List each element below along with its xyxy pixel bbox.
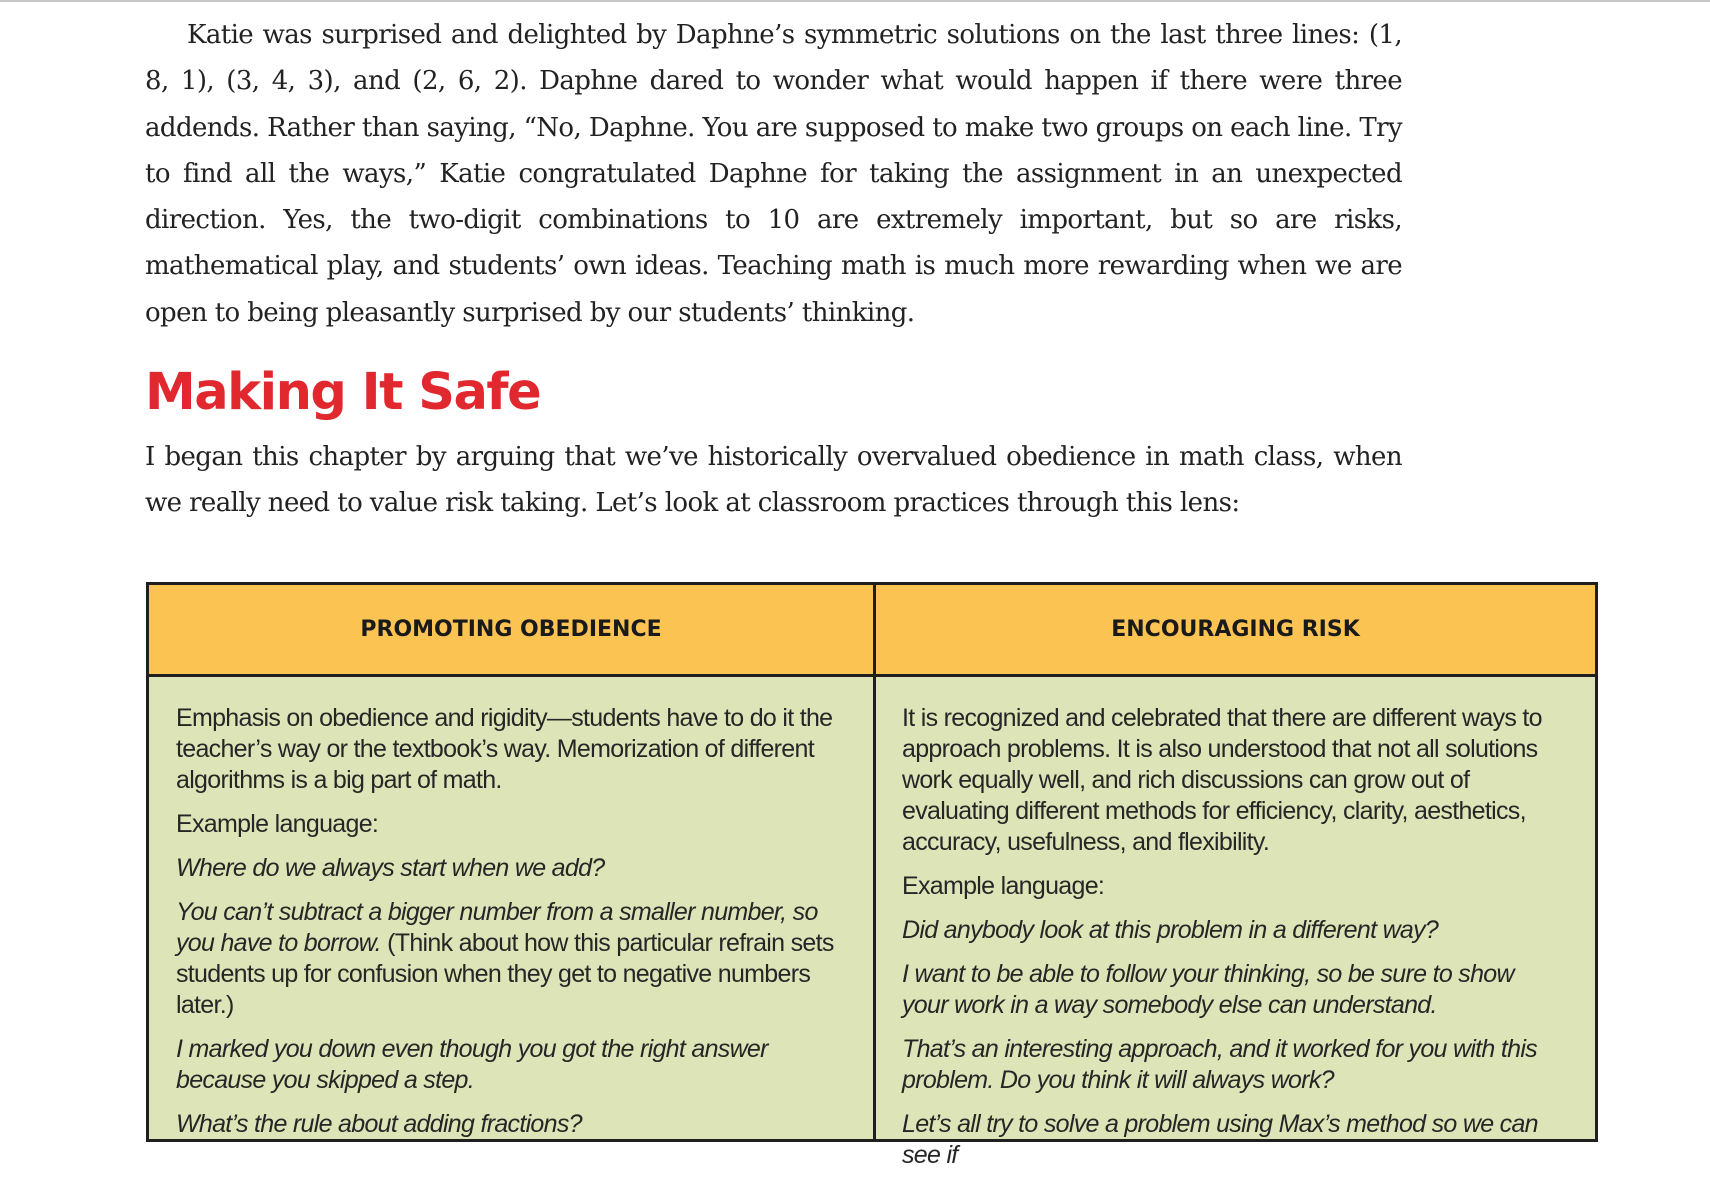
obedience-description: Emphasis on obedience and rigidity—students have to do it the teacher’s way or the textbook’s way. Memorization of different algorithms is a big part of math.	[176, 704, 833, 794]
risk-description: It is recognized and celebrated that there are different ways to approach problems. It is also understood that not all solutions work equally well, and rich discussions can grow out of evaluating different methods for efficiency, clarity, aesthetics, accuracy, usefulness, and flexibility.	[902, 704, 1542, 856]
obedience-example: Where do we always start when we add?	[176, 854, 605, 882]
risk-example: Let’s all try to solve a problem using Max’s method so we can see if	[902, 1110, 1538, 1169]
risk-example: I want to be able to follow your thinking, so be sure to show your work in a way somebody else can understand.	[902, 960, 1514, 1019]
risk-example-label: Example language:	[902, 872, 1105, 900]
risk-example: Did anybody look at this problem in a different way?	[902, 916, 1439, 944]
promoting-obedience-header: PROMOTING OBEDIENCE	[149, 585, 873, 677]
obedience-example-note: (Think about how this particular refrain sets students up for confusion when they get to negative numbers later.)	[176, 929, 834, 1019]
obedience-example: What’s the rule about adding fractions?	[176, 1110, 582, 1138]
encouraging-risk-header: ENCOURAGING RISK	[876, 585, 1595, 677]
obedience-example-label: Example language:	[176, 810, 379, 838]
risk-example: That’s an interesting approach, and it worked for you with this problem. Do you think it will always work?	[902, 1035, 1537, 1094]
encouraging-risk-cell	[902, 703, 1562, 1184]
section-heading: Making It Safe	[145, 363, 541, 422]
obedience-example-text: You can’t subtract a bigger number from a smaller number, so you have to borrow.	[176, 898, 818, 957]
column-divider	[873, 585, 876, 1139]
promoting-obedience-cell	[176, 703, 856, 1153]
obedience-example: I marked you down even though you got the right answer because you skipped a step.	[176, 1035, 768, 1094]
section-intro-paragraph: I began this chapter by arguing that we’ve historically overvalued obedience in math class, when we really need to value risk taking. Let’s look at classroom practices through this lens:	[145, 442, 1402, 519]
intro-paragraph: Katie was surprised and delighted by Daphne’s symmetric solutions on the last three lines: (1, 8, 1), (3, 4, 3), and (2, 6, 2). Daphne dared to wonder what would happen if there were three addends. Rather than saying, “No, Daphne. You are supposed to make two groups on each line. Try to find all the ways,” Katie congratulated Daphne for taking the assignment in an unexpected direction. Yes, the two-digit combinations to 10 are extremely important, but so are risks, mathematical play, and students’ own ideas. Teaching math is much more rewarding when we are open to being pleasantly surprised by our students’ thinking.	[145, 20, 1402, 328]
comparison-table	[146, 582, 1598, 1169]
obedience-example	[176, 897, 856, 1021]
